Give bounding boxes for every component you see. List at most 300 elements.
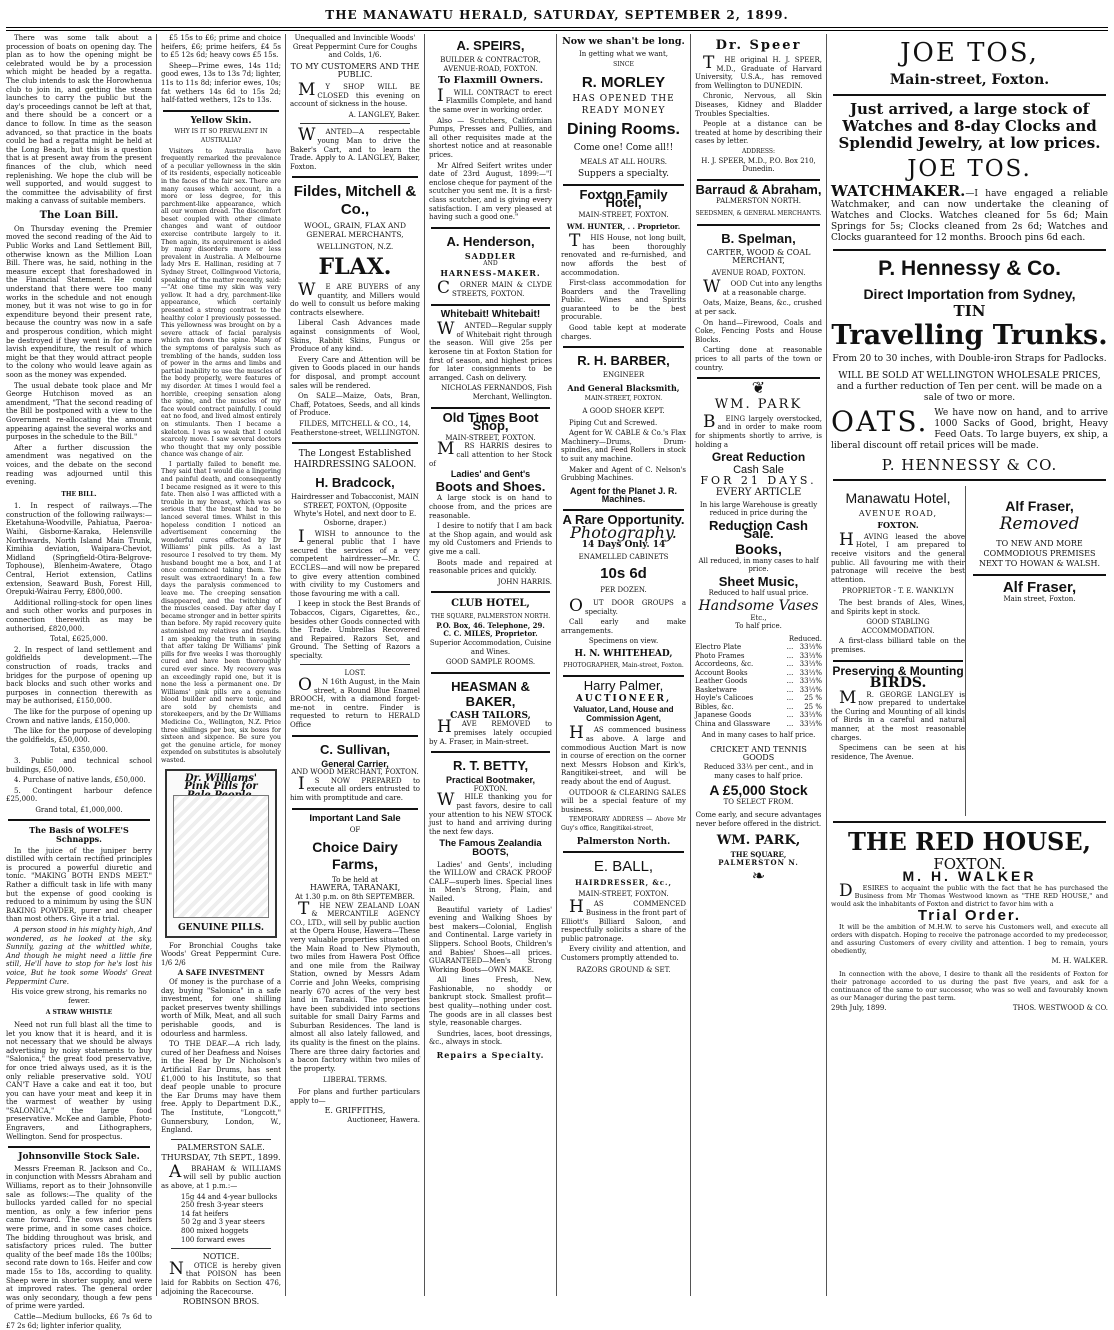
sale-item: 14 fat heifers [181,1209,229,1218]
ad-headline: WATCHMAKER. [831,182,966,200]
divider [563,851,684,853]
price-item: Accordeons, &c. [695,660,754,669]
ad-text: TO SELECT FROM. [723,797,794,806]
ad-text: Etc., [750,613,767,622]
business-name: WM. PARK, [716,832,801,848]
ad-headline: GOODS [742,753,775,763]
section-head: THE BILL. [61,490,97,498]
price-item: Electro Plate [695,643,742,652]
price-row [695,703,822,712]
business-name: R. H. BARBER, [577,353,670,369]
price-row [695,720,822,729]
sale-title: PALMERSTON SALE. [177,1142,265,1152]
business-location: MAIN-STREET, FOXTON. [584,395,663,403]
price-item: Leather Goods [695,677,748,686]
ad-headline: CRICKET AND TENNIS [710,744,807,754]
ad-text: Agent for W. CABLE & Co.'s Flax Machinery—Drums, Drum-spindles, and Feed Rollers in stock to suit any machine. [561,429,686,463]
ad-text: BEING largely overstocked, and in order to make room for shipments shortly to arrive, is holding a [695,411,822,449]
divider [292,176,418,178]
business-name: WM. PARK [714,396,803,412]
business-sub: HAIRDRESSER, &c., [575,878,672,888]
ad-headline: TIN [953,302,986,320]
business-name: THE RED HOUSE, [847,826,1092,856]
divider [833,94,1106,96]
divider [833,821,1106,823]
business-proprietor: M. H. WALKER [902,868,1037,885]
divider [431,672,550,674]
business-location: Main-street, Foxton. [889,72,1050,88]
article-text: Cattle—Medium bullocks, £6 7s 6d to £7 2s 6d; lighter inferior quality, [6,1312,152,1330]
ad-text: Reduced 33⅓ per cent., and in many cases to half price. [703,763,814,780]
article-text: £5 15s to £6; prime and choice heifers, £6; prime heifers, £4 5s to £5 12s 6d; heavy cows £5 15s. [161,34,281,60]
leader-dots: ... [786,677,794,686]
business-location: PALMERSTON NORTH. [716,197,801,206]
ad-text: CORNER MAIN & CLYDE STREETS, FOXTON. [437,278,552,299]
business-sub: AND WOOD MERCHANT, FOXTON. [291,768,419,777]
business-sub: HARNESS-MAKER. [440,267,541,278]
article-text: Sheep—Prime ewes, 14s 11d; good ewes, 13s to 13s 7d; lighter, 11s to 11s 8d; inferior ewes, 10s; fat wethers 14s 6d to 15s 2d; half-fatted wethers, 12s to 13s. [161,61,281,105]
pink-pills-title: Dr. Williams' Pink Pills for [184,772,258,793]
ad-text: READY MONEY [581,106,666,117]
ad-text: In connection with the above, I desire to thank all the residents of Foxton for their patronage accorded to us during the past five years, and ask for a continuance of the same to our successor, who was so well and favourably known as our Manager during the past term. [831,969,1108,1002]
article-text: After a further discussion the amendment was negatived on the voices, and the debate on the second reading was adjourned until this evening. [6,443,152,487]
ad-text: First-class accommodation for Boarders and the Travelling Public. Wines and Spirits guaranteed to be the best procurable. [561,279,686,322]
ad-text: DESIRES to acquaint the public with the fact that he has purchased the Business from Mr Thomas Westwood known as "THE RED HOUSE," and would ask the inhabitants of Foxton and district to favor him with a [831,880,1108,908]
alf-fraser-ad [971,486,1108,816]
ad-text: IWILL CONTRACT to erect Flaxmills Complete, and hand the same over in working order. [429,85,552,114]
business-sub: CASH TAILORS, [450,710,531,721]
column-rule [285,34,286,1296]
ad-text: Beautiful variety of Ladies' evening and Walking Shoes by best makers—Colonial, English and Continental. Large variety in Slippers. School Boots, Children's and Babies' Shoes—all prices. GUARANTEED—Men's Strong Working Boots—OWN MAKE. [429,905,552,974]
ad-text: Also — Scutchers, Californian Pumps, Presses and Pullies, and all other requisites made at the shortest notice and at reasonable prices. [429,116,552,159]
price-item: China and Glassware [695,719,771,728]
ad-text: MY SHOP WILL BE CLOSED this evening on account of sickness in the house. [290,79,420,109]
ad-text: SINCE [613,61,634,69]
divider [833,660,963,662]
ad-headline: Removed [999,514,1080,535]
ad-text: The best brands of Ales, Wines, and Spirits kept in stock. [831,598,965,616]
ad-text: I keep in stock the Best Brands of Tobaccos, Cigars, Cigarettes, &c., besides other Goods connected with the Trade. Umbrellas Recovered and Repaired. Razors Set, and Ground. The Setting of Razors a specialty. [290,600,420,660]
ad-headline: Ladies' and Gent's [450,469,531,480]
ad-headline: The Famous Zealandia BOOTS, [439,838,542,858]
ad-headline: To Flaxmill Owners. [437,75,544,87]
business-name: HEASMAN & BAKER, [451,678,530,709]
divider [8,1146,150,1148]
leader-dots: ... [786,660,794,669]
business-location: Main street, Foxton. [1003,595,1076,604]
ad-headline: Choice Dairy Farms, [312,838,398,872]
ad-headline: Repairs a Specialty. [436,1050,545,1061]
column-rule [690,34,691,1296]
ad-text: It will be the ambition of M.H.W. to serve his Customers well, and execute all orders with dispatch. Hoping to receive the patronage accorded to my predecessor, and assuring Customers of every civility and attention. I beg to remain, yours obediently, [831,923,1108,956]
notice-text: NOTICE is hereby given that POISON has been laid for Rabbits on Section 476, adjoining the Racecourse. [161,1258,281,1296]
ad-text: IWISH to announce to the general public that I have secured the services of a very competent hairdresser—Mr. C. ECCLES—and will now be prepared to give every attention combined with civility to my Customers and those favouring me with a call. [290,526,420,598]
ad-signature: E. GRIFFITHS, [324,1106,386,1116]
ad-headline: Photography. [570,522,677,542]
ad-text: PER DOZEN. [600,586,647,595]
ad-text: Oats, Maize, Beans, &c., crushed at per sack. [695,299,822,317]
ad-text: A first-class billiard table on the premises. [831,637,965,654]
ad-text: To be held at [332,875,378,884]
article-text: Visitors to Australia have frequently remarked the prevalence of a peculiar yellowness in the skin of its residents, especially noticeable in the faces of the fair sex. There are many causes which account, in a more or less degree, for this parchment-like appearance, which all our women dread. The discomfort beset coupled with other climate changes and want of outdoor exercise contribute largely to it. Then again, its acquirement is aided by many disorders more or less prevalent in Australia. A Melbourne lady Mrs E. Hallinan, residing at 7 Sydney Street, Collingwood Victoria, speaking of the matter recently, said:—"At one time my skin was very yellow. It had a dry, parchment-like appearance, which certainly presented a strong contrast to the healthy color I previously possessed. This yellowness was brought on by a severe attack of facial paralysis which ran down the spine. Many of the symptoms of paralysis such as trembling of the hands, sudden loss of power in the arms and limbs and partial inability to use the muscles of the body properly, were features of my disorder. At times I would feel a horrible, creeping sensation along the spine, and the muscles of my face would contract painfully. I could eat no food, and lived almost entirely on stimulants. Then I became a skeleton. I was so weak that I could scarcely move. I saw several doctors who thought that my only possible chance was change of air. [161,147,281,459]
ad-text: OUT DOOR GROUPS a specialty. [569,595,686,616]
ad-text: WILL BE SOLD AT WELLINGTON WHOLESALE PRICES, and a further reduction of Ten per cent. will be made on a sale of two or more. [836,370,1103,403]
divider [973,574,1106,576]
business-name: P. HENNESSY & CO. [881,455,1058,474]
ad-headline: Important Land Sale [309,812,401,824]
ad-text: ON 16th August, in the Main street, a Round Blue Enamel BROOCH, with a diamond forget-me-not in centre. Finder is requested to return to HERALD Office [290,675,420,730]
sale-item: 50 2g and 3 year steers [181,1218,265,1227]
ad-text: MRS HARRIS desires to call attention to her Stock of [429,439,552,468]
ad-text: And in many cases to half price. [701,731,816,740]
ad-headline: Handsome Vases [698,597,819,614]
ad-text: TO NEW AND MORE COMMODIOUS PREMISES NEXT TO HOWAN & WALSH. [978,538,1101,568]
ad-text: For Bronchial Coughs take Woods' Great Peppermint Cure. 1/6 2/6 [161,941,281,967]
business-proprietor: PROPRIETOR - T. E. WANKLYN [842,587,954,596]
ad-text: All reduced, in many cases to half price. [698,556,819,574]
ad-text: WOOD Cut into any lengths at a reasonable charge. [703,277,822,298]
lower-ads [831,486,1108,816]
column-1 [6,34,152,1330]
ad-text: WANTED—A respectable young Man to drive the Baker's Cart, and to learn the Trade. Apply to A. LANGLEY, Baker, Foxton. [290,125,420,171]
leader-dots: ... [786,711,794,720]
ad-text: ENAMELLED CABINETS [578,552,669,561]
ad-price: 10s 6d [600,565,647,583]
ad-text: Liberal Cash Advances made against consignments of Wool, Skins, Rabbit Skins, Fungus or Produce of any kind. [290,319,420,354]
ad-text: HAS commenced business as above. A large and commodious Auction Mart is now in course of erection on the corner next Messrs Hobson and Kirk's, Rangitikei-street, and will be ready about the end of August. [561,723,686,787]
divider [292,735,418,737]
ad-text: Specimens can be seen at his residence, The Avenue. [831,744,965,761]
article-total: Total, £350,000. [50,746,108,755]
leader-dots: ... [786,668,794,677]
ad-text: —I have engaged a reliable Watchmaker, and can now undertake the cleaning of Watches and Clocks. Watches cleaned for 5s 6d; Main Springs for 5s; Clocks cleaned from 2s 6d; Watches and Clocks guaranteed for 12 months. Brooch pins 6d each. [831,189,1108,243]
ad-headline: LOST. [344,669,366,678]
column-rule [556,34,557,1296]
manawatu-hotel-ad [831,486,966,816]
ad-headline: Reduction Cash Sale. [709,517,808,542]
ad-text: LIBERAL TERMS. [323,1076,387,1085]
ad-text: Of money is the purchase of a day, buying "Salonica" in a safe investment, for one shilling packet preserves twenty shillings worth of Milk, Meat, and all such perishable goods, and is odourless and harmless. [161,978,281,1038]
sale-item: 800 mixed hoggets [181,1227,249,1236]
price-row [695,711,822,720]
business-location: THE SQUARE, [730,849,787,859]
divider [563,675,684,677]
price-row [695,677,822,686]
ad-text: People at a distance can be treated at home by describing their cases by letter. [695,120,822,146]
ad-text: Unequalled and Invincible Woods' Great Peppermint Cure for Coughs and Colds, 1/6. [292,34,418,60]
business-location: MAIN-STREET, FOXTON. [578,889,669,898]
ad-text: MR. GEORGE LANGLEY is now prepared to undertake the Curing and Mounting of all kinds of Birds in a careful and natural manner, at the most reasonable charges. [831,687,965,742]
business-sub: AUCTIONEER, [575,693,672,704]
business-name: Harry Palmer, [583,678,664,694]
business-sub: Hairdresser and Tobacconist, MAIN STREET, FOXTON, (Opposite Whyte's Hotel, and next door to E. Osborne, draper.) [291,493,419,527]
ad-text: WE ARE BUYERS of any quantity, and Millers would do well to consult us before making contracts elsewhere. [290,280,420,317]
ad-text: Ladies' and Gents', including the WILLOW and CRACK PROOF CALF—superb lines. Special lines in Men's Strong, Plain, and Nailed. [429,860,552,903]
business-location: AVENUE ROAD, [858,508,938,518]
divider [431,227,550,229]
divider [431,751,550,753]
divider [8,819,150,821]
business-name: JOE TOS. [907,156,1032,182]
ad-text: GOOD STABLING ACCOMMODATION. [861,618,935,635]
ad-headline: OATS. [831,404,929,438]
business-sub: AND [483,260,498,268]
price-reduction: 33⅓% [799,660,822,669]
article-headline: The Loan Bill. [39,209,119,221]
ad-date: 29th July, 1899. [831,1003,887,1012]
column-rule [424,34,425,1296]
ad-headline: Preserving & Mounting [832,663,964,678]
price-item: Hoyle's Calicoes [695,694,754,703]
ad-text: MEALS AT ALL HOURS. [580,157,667,166]
ad-headline: A SAFE INVESTMENT [177,968,265,978]
business-sub: BUILDER & CONTRACTOR, AVENUE-ROAD, FOXTON. [440,56,541,73]
price-reduction: 33⅓% [799,668,822,677]
divider [697,224,820,226]
sale-item: 250 fresh 3-year steers [181,1201,264,1210]
business-contact: P.O. Box, 46. Telephone, 29. [436,620,545,630]
masthead-title: THE MANAWATU HERALD, SATURDAY, SEPTEMBER 2, 1899. [325,8,789,22]
ad-headline: BIRDS. [869,675,927,692]
price-reduction: 33⅓% [799,711,822,720]
price-row [695,694,822,703]
business-name: CLUB HOTEL, [451,598,530,610]
column-rule [826,34,827,1296]
column-rule [156,34,157,1296]
ad-headline: The Basis of WOLFE'S Schnapps. [29,825,129,845]
divider [300,123,410,124]
leader-dots: ... [786,651,794,660]
price-table [695,643,822,728]
ad-signature: NICHOLAS FERNANDOS, Fish Merchant, Wellington. [441,384,552,401]
ad-headline: Agent for the Planet J. R. Machines. [569,485,677,505]
ad-text: 14 Days Only. 14 [581,540,666,551]
article-text: 5. Contingent harbour defence £25,000. [6,786,152,804]
business-sub: PHOTOGRAPHER, Main-street, Foxton. [563,661,684,669]
business-name: Barraud & Abraham, [695,181,822,197]
business-name: A. Henderson, [446,233,535,249]
article-text: Additional rolling-stock for open lines and such other works and purposes in connection therewith as may be authorised, £820,000. [6,598,152,633]
ad-text: WHILE thanking you for past favors, desire to call your attention to his NEW STOCK just to hand and arriving during the next few days. [429,790,552,836]
ad-text: Every civility and attention, and Customers promptly attended to. [561,945,686,962]
price-item: Photo Frames [695,651,745,660]
ad-footer [831,1004,1108,1013]
business-proprietor: WM. HUNTER, . . Proprietor. [566,221,681,231]
divider [431,591,550,593]
ad-text: To half price. [735,622,782,631]
article-text: On Thursday evening the Premier moved the second reading of the Aid to Public Works and Land Settlement Bill, otherwise known as the Million Loan Bill. There was, he said, nothing in the measure except that foreshadowed in the Financial Statement. He could understand that there were too many works in the schedule and not enough money, but it was not wise to go in for expenditure beyond their present rate, because the country was now in a safe and prosperous condition, which might be destroyed if they went in for a more lavish expenditure, the result of which might be that they would attract people to the colony who would leave again as soon as the money was expended. [6,224,152,379]
ad-text: Boots made and repaired at reasonable prices and quickly. [429,558,552,576]
ad-headline: EVERY ARTICLE [715,486,802,498]
business-name: R. MORLEY [581,73,666,91]
price-row [695,669,822,678]
ad-headline: The Longest Established HAIRDRESSING SALOON. [293,449,417,471]
price-reduction: 33⅓% [799,677,822,686]
ad-text: Superior Accommodation, Cuisine and Wines. [429,639,552,656]
ad-headline: Boots and Shoes. [435,478,546,494]
business-name: A. SPEIRS, [456,38,525,53]
price-reduction: 33⅓% [799,719,822,728]
business-sub: WOOL, GRAIN, FLAX AND GENERAL MERCHANTS, [304,221,406,239]
price-item: Account Books [695,668,748,677]
ad-headline: FLAX. [318,254,392,281]
article-text: 2. In respect of land settlement and goldfields development.—The construction of roads, tracks and bridges for the purpose of opening up back blocks and such other works and purposes in connection therewith as may be authorised, £150,000. [6,645,152,706]
ad-text: In getting what we want, [579,49,668,58]
ad-text: Mr Alfred Seifert writes under date of 23rd August, 1899:—"I enclose cheque for payment of the scutcher you sent me. It is a first-class scutcher, and is giving every satisfaction. I am very pleased at having such a good one." [429,161,552,222]
business-sub: And General Blacksmith, [567,382,680,393]
price-row [695,686,822,695]
ad-text: Need not run full blast all the time to let you know that it is heard, and it is not necessary that we should be always advertising by noisy statements to buy "Salonica," the great food preservative, for once tried always used, as it is the only reliable preservative sold. YOU CAN'T Have a cake and eat it too, but you can have your meat and keep it in the warmest of weather by using "SALONICA," the large food preservative. McKee and Gamble, Photo-Engravers, and Lithographers, Wellington. Send for prospectus. [6,1020,152,1141]
business-address: H. J. SPEER, M.D., P.O. Box 210, Dunedin. [701,156,816,174]
ad-text: A large stock is on hand to choose from, and the prices are reasonable. [429,494,552,520]
ad-text: THIS House, not long built, has been thoroughly renovated and re-furnished, and now affords the best of accommodation. [561,231,686,277]
pink-pills-footer: GENUINE PILLS. [178,923,264,934]
ad-headline: Books, [735,540,782,557]
column-2 [161,34,281,1307]
article-headline: Yellow Skin. [190,115,252,126]
divider [563,509,684,511]
business-location: FOXTON. [473,784,508,793]
ad-headline: A £5,000 Stock [709,782,808,799]
ad-text: I desire to notify that I am back at the Shop again, and would ask my old Customers and Friends to give me a call. [429,522,552,556]
business-location: FOXTON. [877,520,919,531]
ad-date: At 1.30 p.m. on 8th SEPTEMBER. [295,892,415,901]
divider [563,184,684,186]
article-text: I partially failed to benefit me. They said that I would die a lingering and painful death, and consequently I became resigned as it were to this fate. Then also I was afflicted with a trouble in my breast, which was so serious that the breast had to be lanced several times. Whilst in this hopeless condition I noticed an advertisement concerning the wonderful cures effected by Dr Williams' pink pills. As a last resource I resolved to try them. My husband bought me a box, and I at once commenced taking them. The result was extraordinary! In a few days the paralysis commenced to leave me. The creeping sensation disappeared, and the twitching of the muscles ceased. Day after day I became stronger and in better spirits than before. My rapid recovery quite astonished my relatives and friends. I am speaking the truth in saying that after taking Dr Williams' pink pills for five weeks I was thoroughly cured and have been thoroughly cured ever since. My recovery was an exceedingly rapid one, but it is none the less a permanent one. Dr Williams' pink pills are a genuine blood builder and nerve tonic, and are sold by chemists and storekeepers, and by the Dr Williams Medicine Co., Wellington, N.Z. Price three shillings per box, six boxes for sixteen and sixpence. Be sure you get the genuine article, for money expended on substitutes is absolutely wasted. [161,460,281,765]
divider [171,1248,271,1249]
ad-signature: A. LANGLEY, Baker. [348,110,420,119]
leader-dots: ... [786,719,794,728]
sale-item: 15g 44 and 4-year bullocks [181,1192,278,1201]
business-location: WELLINGTON, N.Z. [316,241,394,251]
sale-item: 100 forward ewes [181,1235,245,1244]
ad-text: TEMPORARY ADDRESS — Above Mr Guy's office, Rangitikei-street, [561,816,686,832]
leader-dots: ... [786,643,794,652]
ad-text: OF [349,826,361,835]
ad-text: HAS OPENED THE [572,93,675,104]
table-header: Reduced. [788,634,822,643]
divider [292,442,418,444]
business-location: THE SQUARE, PALMERSTON NORTH. [430,613,551,621]
price-item: Japanese Goods [695,711,752,720]
ad-location: HAWERA, TARANAKI, [309,883,401,893]
article-text: There was some talk about a procession of boats on opening day. The plan as to how the opening might be celebrated would be by a procession which might be headed by a regatta. The club intends to ask the Horowhenua club to join in, and getting the steam launches to carry the public but the day's proceedings cannot be left at that, and there should be a concert or a dance to follow. In time as the season advanced, so that practice in the boats could be had a regatta might be held at the Long Beach, but this is a question that is at present away from the present finances of the club, which need replenishing. We hope the club will be well supported, and would suggest to the committee the advisability of first making a canvass of suitable members. [6,34,152,206]
business-name: Fildes, Mitchell & Co., [293,183,417,219]
ad-headline: Great Reduction [711,450,806,465]
sale-date: THURSDAY, 7th SEPT., 1899. [161,1153,281,1163]
column-3 [290,34,420,1296]
ad-text: Maker and Agent of C. Nelson's Grubbing Machines. [561,465,686,483]
price-row [695,643,822,652]
ad-text: HAVING leased the above Hotel, I am prepared to receive visitors and the general public. All favouring me with their patronage will receive the best attention. [831,529,965,584]
business-name: B. Spelman, [721,230,796,246]
business-name: E. BALL, [593,858,654,876]
notice-title: NOTICE. [202,1252,240,1262]
ad-signature: JOHN HARRIS. [497,577,552,586]
article-text: 3. Public and technical school buildings, £50,000. [6,756,152,774]
ad-headline: Trial Order. [917,906,1022,924]
divider [171,1139,271,1140]
ad-text: A GOOD SHOER KEPT. [582,407,665,416]
ad-text: We have now on hand, and to arrive 1000 Sacks of Good, bright, Heavy Feed Oats. To large buyers, ex ship, a liberal discount off retail prices will be made. [831,407,1108,451]
article-headline: Johnsonville Stock Sale. [18,1152,140,1163]
business-location: MAIN-STREET, FOXTON. [445,433,536,442]
ad-headline: Direct Importation from Sydney, [863,286,1076,302]
ad-headline: Whitebait! Whitebait! [440,308,541,320]
business-name: Alf Fraser, [1005,497,1074,514]
ad-text: All lines Fresh, New, Fashionable, no shoddy or bankrupt stock. Smallest profit—best quality—nothing under cost. The goods are in all classes best style, reasonable charges. [429,976,552,1028]
business-name: Foxton Family Hotel, [579,186,668,211]
ad-headline: Sheet Music, [718,573,799,589]
price-item: Bibles, &c. [695,702,734,711]
business-sub: ENGINEER [602,371,645,380]
business-location: PALMERSTON N. [718,858,799,868]
business-sub: SADDLER [464,250,517,261]
divider [563,346,684,348]
ad-text: On hand—Firewood, Coals and Coke, Fencing Posts and House Blocks. [695,318,822,344]
ad-headline: A STRAW WHISTLE [45,1009,113,1017]
sale-text: ABRAHAM & WILLIAMS will sell by public auction as above, at 1 p.m.:— [161,1161,281,1191]
ad-text: Every Care and Attention will be given to Goods placed in our hands for disposal, and prompt account sales will be rendered. [290,355,420,390]
ad-headline: Cash Sale [733,463,784,476]
divider [300,664,410,665]
ad-text: TO THE DEAF.—A rich lady, cured of her Deafness and Noises in the Head by Dr Nicholson's Artificial Ear Drums, has sent £1,000 to his Institute, so that deaf people unable to procure the Ear Drums may have them free. Apply to Department D.K., The Institute, "Longcott," Gunnersbury, London, W., England. [161,1040,281,1135]
column-7 [831,34,1108,1296]
notice-signature: ROBINSON BROS. [182,1297,260,1307]
business-name: Old Times Boot Shop, [442,409,539,434]
price-reduction: 33⅓% [799,651,822,660]
business-sub: CARTER, WOOD & COAL MERCHANT, [706,247,811,266]
business-proprietor: C. C. MILES, Proprietor. [443,629,538,639]
decorative-ornament-icon: ❦ [751,378,766,398]
price-reduction: 33⅓% [799,643,822,652]
pink-pills-ad [165,769,277,938]
business-sub: Valuator, Land, House and Commission Agent, [573,705,674,723]
divider [697,179,820,181]
ad-text: HAVE REMOVED to premises lately occupied by A. Fraser, in Main-street. [429,717,552,746]
ad-headline: A Rare Opportunity. [562,511,685,527]
ad-text: RAZORS GROUND & SET. [576,965,671,974]
divider [833,479,1106,481]
divider [292,808,418,810]
ad-text: Suppers a specialty. [577,169,670,180]
ad-text: WANTED—Regular supply of Whitebait right through the season. Will give 25s per kerosene tin at Foxton Station for first of season, and highest prices for later consignments to be arranged. Cash on delivery. [429,319,552,382]
business-name: Alf Fraser, [1002,578,1077,596]
business-location: MAIN-STREET, FOXTON. [578,210,669,219]
ad-headline: Travelling Trunks. [831,319,1108,351]
business-sub: General Carrier, [321,758,389,769]
business-name: H. N. WHITEHEAD, [574,648,673,659]
business-sub: Practical Bootmaker, [445,775,536,786]
ad-text: Chronic, Nervous, all Skin Diseases, Kidney and Bladder Troubles Specialties. [695,92,822,118]
ad-text: In his large Warehouse is greatly reduced in price during the [699,500,818,518]
price-reduction: 25 % [804,702,822,711]
article-total: Grand total, £1,000,000. [35,805,123,814]
ad-text: ADDRESS: [742,147,775,155]
leader-dots: ... [786,685,794,694]
ad-signature: M. H. WALKER. [1051,957,1108,966]
ad-text: Piping Cut and Screwed. [569,418,658,427]
business-name: C. Sullivan, [319,741,391,757]
ad-text: GOOD SAMPLE ROOMS. [445,658,536,667]
business-name: Dr. Speer [715,38,802,53]
ad-text: Call early and make arrangements. [561,618,686,635]
business-location: Palmerston North. [576,836,671,847]
article-text: Messrs Freeman R. Jackson and Co., in conjunction with Messrs Abraham and Williams, report as to their Johnsonville sale as follows:—The quality of the bullocks yarded called for no special mention, as only a few inferior pens came forward. The cows and heifers were prime, and in some cases choice. The bidding throughout was brisk, and satisfactory prices ruled. The butter quality of the beef made 18s the 100lbs; second rate down to 16s. Heifer and cow made 15s to 18s, according to quality. Sheep were in shorter supply, and were at improved rates. The general order was only secondary, though a few pens of prime were yarded. [6,1164,152,1311]
article-text: The like for the purpose of opening up Crown and native lands, £150,000. [6,707,152,725]
ad-headline: Dining Rooms. [567,120,680,138]
column-5 [561,34,686,1296]
